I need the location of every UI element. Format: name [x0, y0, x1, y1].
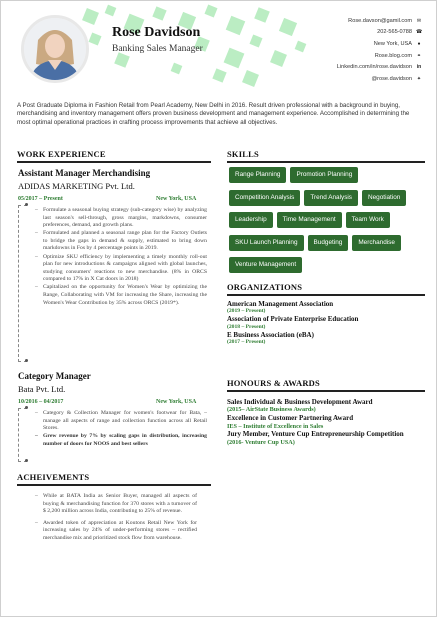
skill-tag: Promotion Planning [290, 167, 358, 183]
contact-email[interactable]: Rose.davson@gamil.com ✉ [348, 17, 422, 24]
job-bullet: – Grew revenue by 7% by scaling gaps in distribution, increasing number of doors for NOOS and best sellers [35, 433, 207, 448]
award-source: (2016- Venture Cup USA) [227, 438, 295, 446]
skill-tag: SKU Launch Planning [229, 235, 304, 251]
timeline-dot [25, 203, 28, 206]
skill-tag: Competition Analysis [229, 190, 300, 206]
award-name: Jury Member, Venture Cup Entrepreneurship Competition [227, 430, 404, 439]
contact-website[interactable]: Rose.blog.com ⚭ [374, 52, 422, 59]
achievement-bullet: – While at BATA India as Senior Buyer, managed all aspects of buying & merchandising function for 370 stores with a turnover of $ 2,200 million across India, contributing to 25% of revenue. [35, 493, 197, 516]
skill-tag: Negotiation [362, 190, 406, 206]
award-source: (2015– AirState Business Awards) [227, 406, 316, 414]
job-bullet: – Category & Collection Manager for women's footwear for Bata, – manage all aspects of range and collection function across all Retail Stores. [35, 410, 207, 433]
job-title: Assistant Manager Merchandising [18, 168, 151, 178]
job-company: ADIDAS MARKETING Pvt. Ltd. [18, 181, 135, 191]
award-list [227, 398, 427, 447]
organization-date: (2019 – Present) [227, 308, 266, 315]
timeline-dot [25, 459, 28, 462]
job-location: New York, USA [156, 196, 197, 202]
job-company: Bata Pvt. Ltd. [18, 384, 66, 394]
job-title: Category Manager [18, 371, 91, 381]
achievement-bullets [35, 493, 197, 543]
organization-name: American Management Association [227, 300, 334, 308]
job-location: New York, USA [156, 399, 197, 405]
candidate-title: Banking Sales Manager [112, 44, 203, 54]
skill-tag: Leadership [229, 212, 273, 228]
skill-tag: Trend Analysis [304, 190, 358, 206]
candidate-name: Rose Davidson [112, 25, 201, 40]
organizations-heading: ORGANIZATIONS [227, 282, 303, 292]
organization-list [227, 300, 427, 346]
organization-date: (2017 – Present) [227, 339, 266, 346]
link-icon: ⚭ [416, 52, 422, 59]
contact-list [282, 15, 422, 85]
job-bullet: – Optimize SKU efficiency by implementing a timely monthly roll-out plan for new introductions & campaigns aligned with global launches, studying consumers' reactions to new merchandise. (8% in ORCS compared to 17% in X Cat doors in 2018) [35, 254, 207, 284]
location-pin-icon: ● [417, 40, 421, 47]
twitter-icon: ✦ [416, 75, 422, 82]
award-name: Sales Individual & Business Development Award [227, 398, 373, 406]
achievement-bullet: – Awarded token of appreciation at Koutons Retail New York for increasing sales by 24% of under-performing stores – rectified merchandise mix and prioritized stock flow from warehouse. [35, 520, 197, 543]
timeline-dot [25, 406, 28, 409]
achievements-heading: ACHEIVEMENTS [17, 472, 90, 482]
skill-tag: Merchandise [352, 235, 401, 251]
skill-tag: Time Management [277, 212, 342, 228]
skill-tag: Team Work [346, 212, 390, 228]
linkedin-icon: in [416, 64, 422, 71]
organization-name: Association of Private Enterprise Education [227, 315, 359, 324]
honours-rule [227, 390, 425, 392]
professional-summary: A Post Graduate Diploma in Fashion Retail from Pearl Academy, New Delhi in 2016. Result driven professional with a background in buying, merchandising and inventory management offers proven business development and management experience. Accomplished in determining the most optimal operational practices in crafting process improvements that achieve all objectives. [17, 102, 410, 126]
job-bullet: – Capitalized on the opportunity for Women's Wear by optimizing the Range, Collaborating with VM for increasing the Share, increasing the Women's Wear Contribution by 35% across ORCS (2019*). [35, 284, 207, 307]
profile-photo [21, 15, 89, 83]
work-experience-rule [17, 161, 211, 163]
skill-tag: Budgeting [308, 235, 349, 251]
skills-rule [227, 161, 425, 163]
contact-phone: 202-565-0788 ☎ [377, 29, 423, 36]
organization-date: (2018 – Present) [227, 323, 266, 330]
achievements-rule [17, 484, 211, 486]
job-bullets [35, 410, 207, 449]
timeline-dot [25, 359, 28, 362]
job-date: 10/2016 – 04/2017 [18, 399, 64, 405]
contact-location: New York, USA ● [373, 40, 421, 47]
award-name: Excellence in Customer Partnering Award [227, 414, 354, 423]
job-timeline [18, 408, 27, 462]
job-timeline [18, 205, 27, 362]
skill-tag: Range Planning [229, 167, 286, 183]
phone-icon: ☎ [416, 29, 423, 36]
award-source: IES – Institute of Excellence in Sales [227, 422, 324, 430]
skill-tag: Venture Management [229, 257, 302, 273]
envelope-icon: ✉ [416, 17, 422, 24]
organizations-rule [227, 294, 425, 296]
job-bullet: – Formulate a seasonal buying strategy (sub-category wise) by analyzing last season's sell-through, gross margins, markdowns, consumer preferences, demand, and growth plans. [35, 207, 207, 230]
organization-name: E Business Association (eBA) [227, 330, 314, 339]
honours-heading: HONOURS & AWARDS [227, 378, 320, 388]
job-date: 05/2017 – Present [18, 196, 63, 202]
skills-list [229, 167, 429, 280]
job-bullet: – Formulated and planned a seasonal range plan for the Factory Outlets to bridge the gaps in demand & supply, estimated to bring down markdowns in Fos by 4 percentage points in 2019. [35, 230, 207, 253]
job-bullets [35, 207, 207, 308]
contact-linkedin[interactable]: Linkedin.com/in/rose.davidson in [336, 64, 422, 71]
skills-heading: SKILLS [227, 149, 259, 159]
work-experience-heading: WORK EXPERIENCE [17, 149, 106, 159]
contact-twitter[interactable]: @rose.davidson ✦ [371, 75, 422, 82]
